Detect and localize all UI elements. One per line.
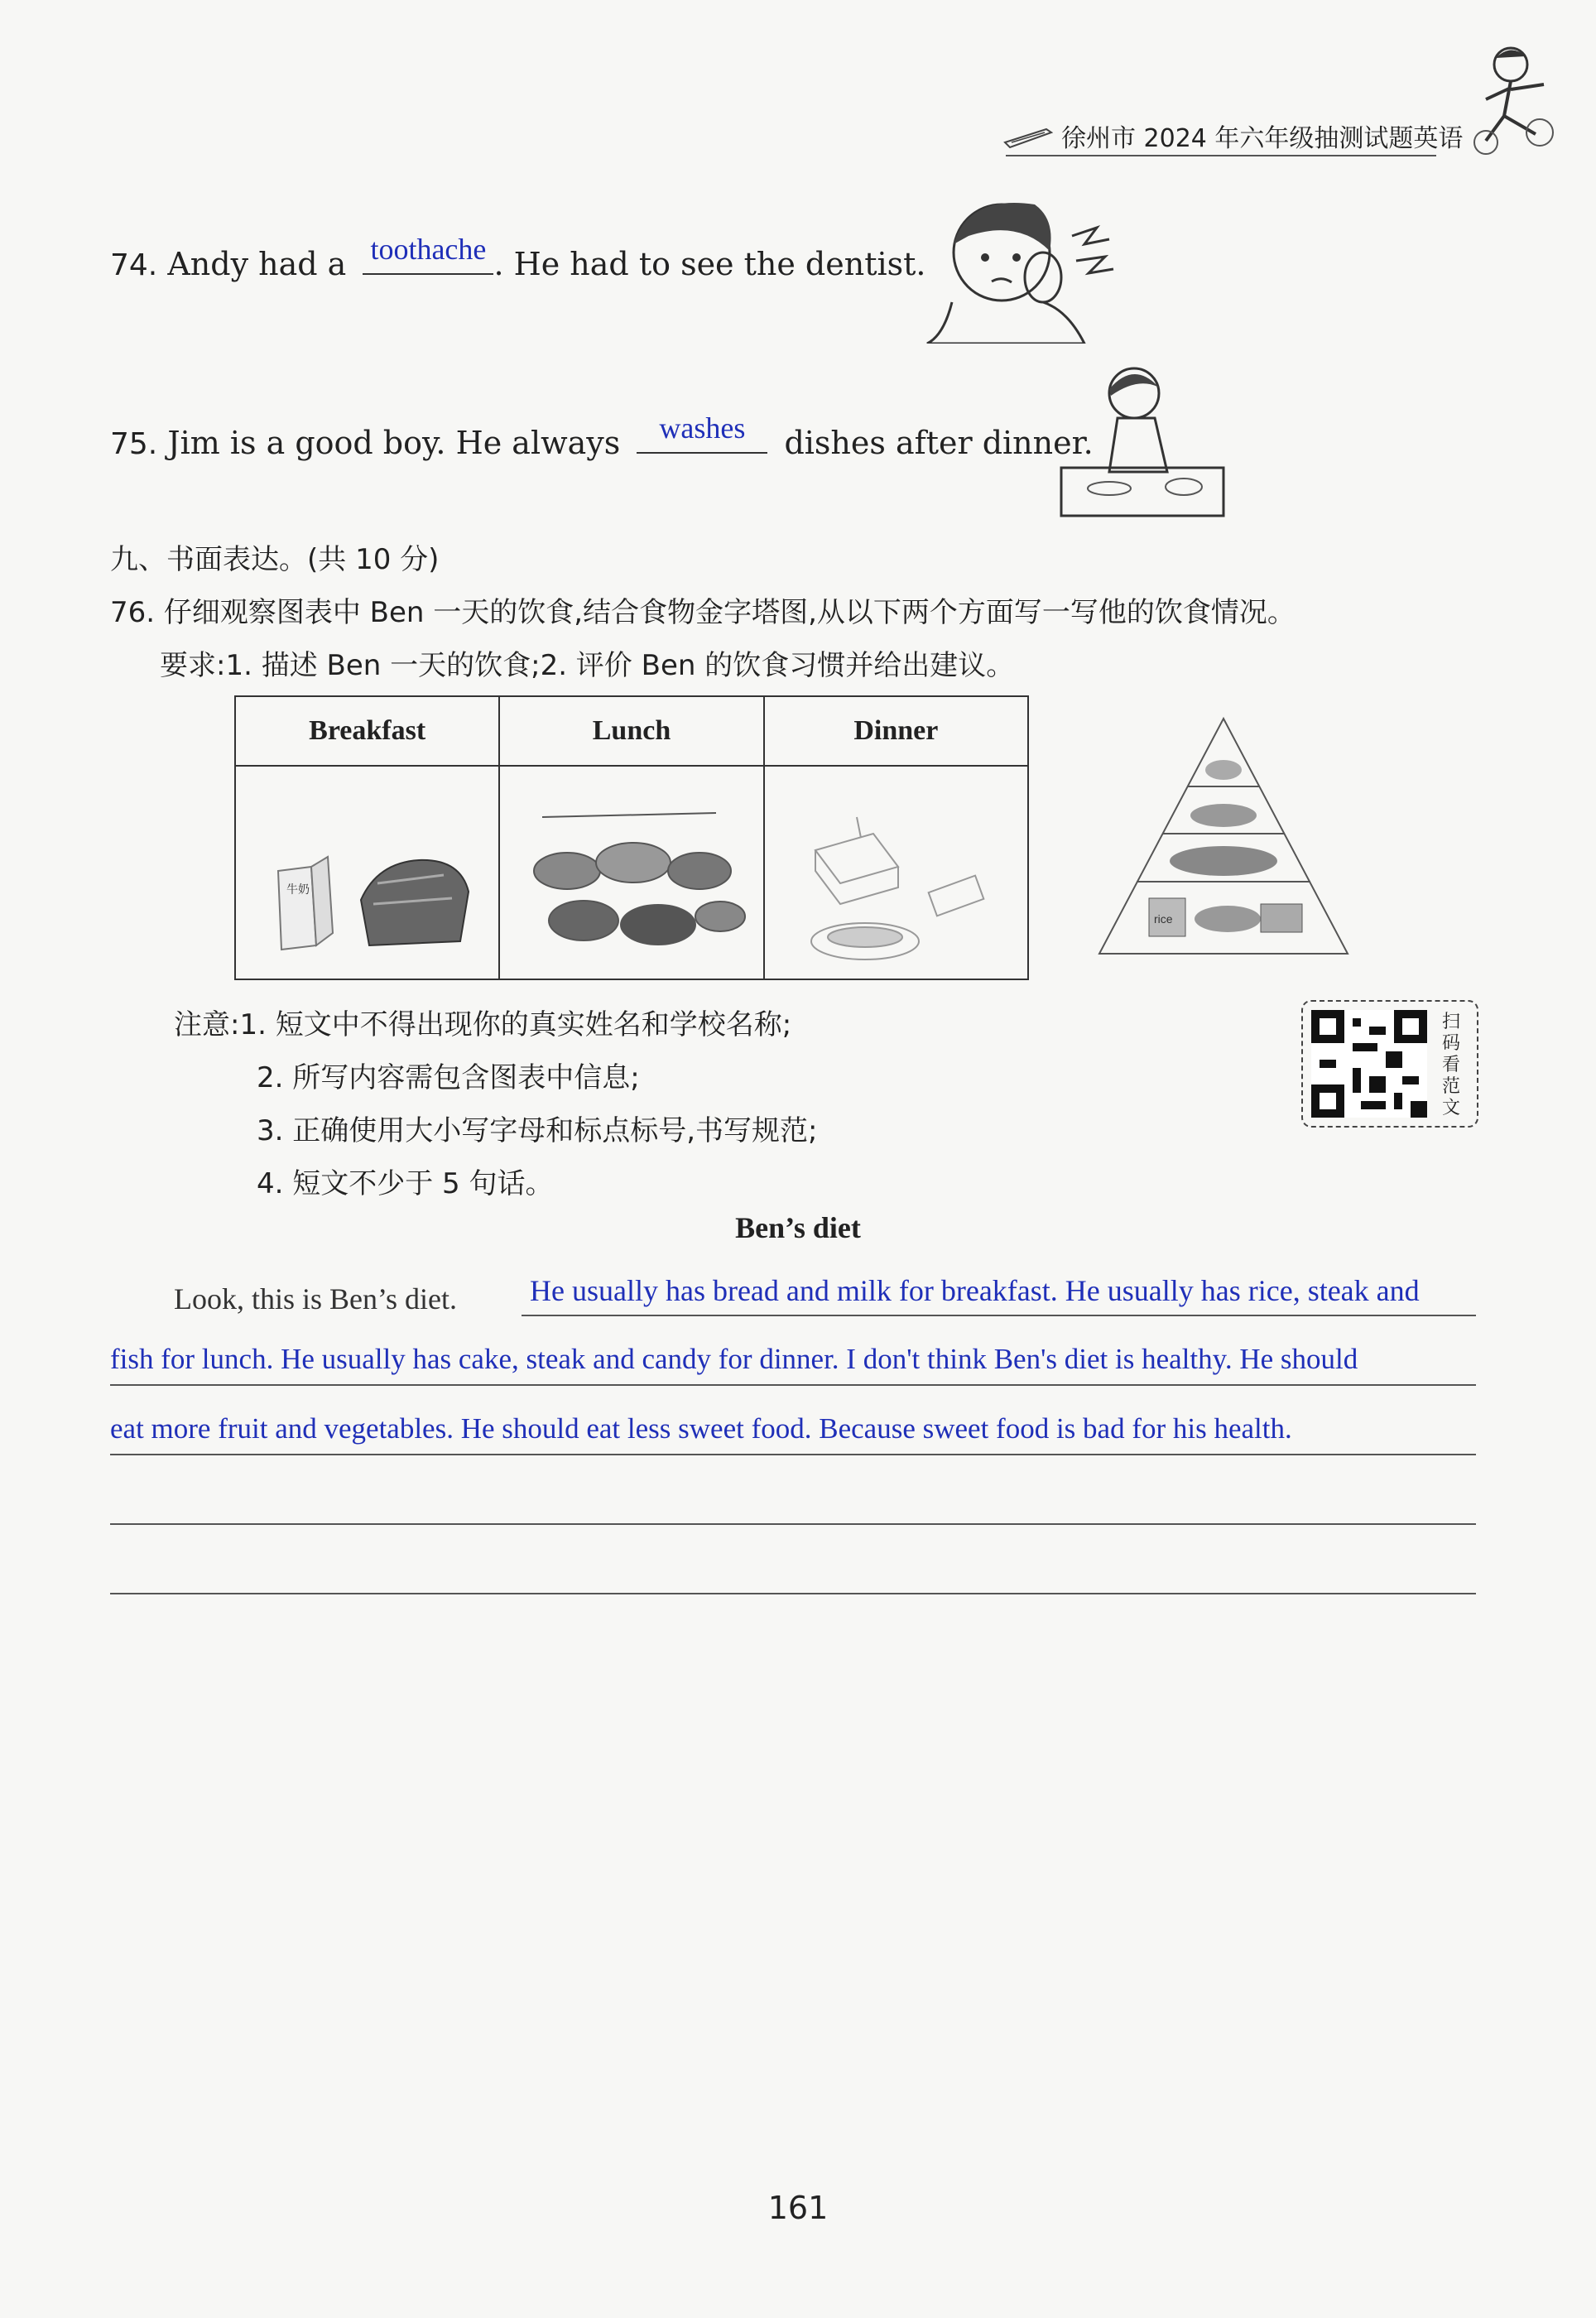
writing-line[interactable] [110, 1384, 1476, 1386]
task-instruction-line1: 76. 仔细观察图表中 Ben 一天的饮食,结合食物金字塔图,从以下两个方面写一写他的饮食情况。 [110, 596, 1296, 629]
header-title: 徐州市 2024 年六年级抽测试题英语 [1061, 124, 1464, 153]
lunch-food-image [499, 766, 763, 979]
question-number: 74. [110, 248, 158, 282]
answer-text: toothache [370, 233, 487, 266]
running-boy-illustration [1453, 41, 1577, 161]
page-number: 161 [767, 2190, 829, 2226]
note-4: 4. 短文不少于 5 句话。 [257, 1167, 554, 1200]
answer-blank-74[interactable] [363, 233, 493, 275]
dinner-food-image [764, 766, 1028, 979]
pencil-icon [1003, 124, 1053, 152]
essay-title: Ben’s diet [735, 1211, 861, 1244]
question-text: Jim is a good boy. He always [167, 425, 621, 461]
question-number: 75. [110, 427, 158, 461]
essay-answer-line-1: He usually has bread and milk for breakfast. He usually has rice, steak and [530, 1274, 1420, 1307]
milk-carton-label: 牛奶 [286, 883, 310, 897]
essay-answer-line-3: eat more fruit and vegetables. He should eat less sweet food. Because sweet food is bad for his health. [110, 1412, 1292, 1445]
rice-bag-label: rice [1154, 912, 1173, 926]
note-3: 3. 正确使用大小写字母和标点标号,书写规范; [257, 1114, 818, 1147]
table-header-lunch: Lunch [499, 696, 763, 766]
essay-answer-line-2: fish for lunch. He usually has cake, steak and candy for dinner. I don't think Ben's diet is healthy. He should [110, 1343, 1358, 1375]
answer-blank-75[interactable] [637, 411, 767, 454]
qr-code-icon [1311, 1010, 1427, 1121]
note-1: 注意:1. 短文中不得出现你的真实姓名和学校名称; [174, 1008, 792, 1041]
header-rule [1006, 155, 1436, 156]
writing-line[interactable] [522, 1315, 1476, 1316]
qr-code-box[interactable] [1301, 1000, 1478, 1128]
washing-dishes-boy-illustration [1060, 356, 1225, 525]
question-74 [110, 233, 926, 282]
note-2: 2. 所写内容需包含图表中信息; [257, 1061, 640, 1094]
writing-line[interactable] [110, 1593, 1476, 1594]
task-instruction-line2: 要求:1. 描述 Ben 一天的饮食;2. 评价 Ben 的饮食习惯并给出建议。 [160, 649, 1015, 682]
question-text: dishes after dinner. [784, 425, 1094, 461]
section-title: 九、书面表达。(共 10 分) [110, 543, 440, 576]
breakfast-food-image [235, 766, 499, 979]
table-header-breakfast: Breakfast [235, 696, 499, 766]
question-text: Andy had a [167, 246, 347, 282]
answer-text: washes [659, 411, 746, 445]
question-75 [110, 411, 1094, 461]
essay-prompt: Look, this is Ben’s diet. [174, 1282, 457, 1315]
toothache-boy-illustration [919, 186, 1126, 347]
table-header-dinner: Dinner [764, 696, 1028, 766]
qr-label: 扫码看范文 [1442, 1012, 1461, 1118]
diet-table [234, 695, 1029, 980]
question-text: . He had to see the dentist. [493, 246, 926, 282]
writing-line[interactable] [110, 1454, 1476, 1455]
food-pyramid-image [1091, 712, 1356, 964]
writing-line[interactable] [110, 1523, 1476, 1525]
